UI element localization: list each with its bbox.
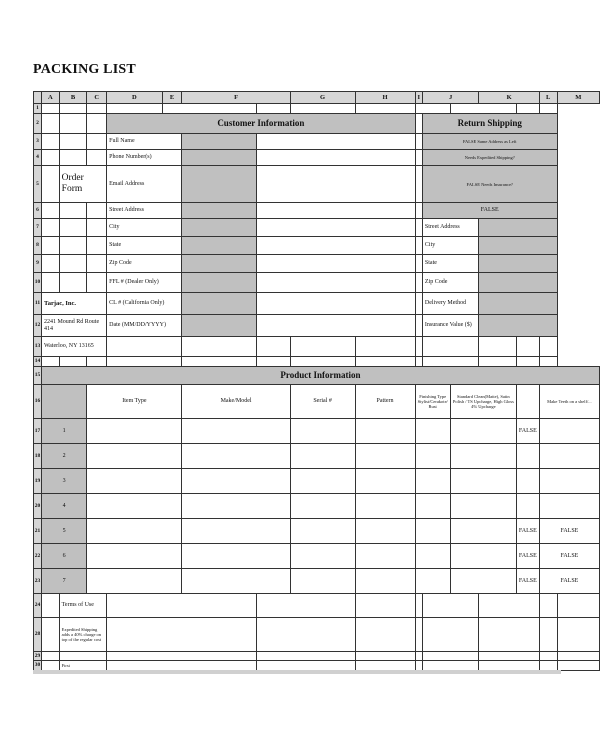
expedited-checkbox[interactable]: Needs Expedited Shipping? bbox=[422, 150, 557, 166]
row-header[interactable]: 23 bbox=[34, 569, 42, 594]
city-value[interactable] bbox=[257, 219, 415, 237]
col-header-h[interactable]: H bbox=[355, 92, 415, 104]
item-m-value[interactable] bbox=[539, 494, 599, 519]
return-state-label: State bbox=[422, 255, 478, 273]
make-model-header: Make/Model bbox=[182, 385, 290, 419]
item-l-value[interactable] bbox=[516, 444, 539, 469]
table-row bbox=[34, 219, 600, 237]
return-zip-field[interactable] bbox=[479, 273, 557, 293]
row-header[interactable]: 18 bbox=[34, 444, 42, 469]
item-l-value[interactable] bbox=[516, 469, 539, 494]
phone-value[interactable] bbox=[257, 150, 415, 166]
ffl-value[interactable] bbox=[257, 273, 415, 293]
state-value[interactable] bbox=[257, 237, 415, 255]
col-header-k[interactable]: K bbox=[479, 92, 539, 104]
delivery-method-label: Delivery Method bbox=[422, 293, 478, 315]
table-row bbox=[34, 419, 600, 444]
return-false-value[interactable]: FALSE bbox=[422, 203, 557, 219]
row-header[interactable]: 8 bbox=[34, 237, 42, 255]
return-street-label: Street Address bbox=[422, 219, 478, 237]
standard-header: Standard Clean(Matte), Satin Polish / TS Upcharge, High Gloss 4% Upcharge bbox=[450, 385, 516, 419]
table-row bbox=[34, 357, 600, 367]
return-shipping-header: Return Shipping bbox=[422, 114, 557, 134]
return-street-field[interactable] bbox=[479, 219, 557, 237]
item-number: 2 bbox=[41, 444, 86, 469]
item-l-value[interactable]: FALSE bbox=[516, 544, 539, 569]
table-row bbox=[34, 337, 600, 357]
item-l-value[interactable]: FALSE bbox=[516, 569, 539, 594]
street-value[interactable] bbox=[257, 203, 415, 219]
zip-value[interactable] bbox=[257, 255, 415, 273]
cl-label: CL # (California Only) bbox=[107, 293, 182, 315]
col-header-b[interactable]: B bbox=[59, 92, 87, 104]
column-header-row bbox=[34, 92, 600, 104]
row-header[interactable]: 22 bbox=[34, 544, 42, 569]
packing-list-sheet bbox=[33, 91, 600, 671]
item-m-value[interactable]: FALSE bbox=[539, 569, 599, 594]
item-number: 4 bbox=[41, 494, 86, 519]
item-m-value[interactable] bbox=[539, 469, 599, 494]
first-label: First bbox=[59, 661, 106, 671]
row-header[interactable]: 17 bbox=[34, 419, 42, 444]
col-header-f[interactable]: F bbox=[182, 92, 290, 104]
table-row bbox=[34, 114, 600, 134]
order-form-label: Order Form bbox=[59, 166, 106, 203]
table-row bbox=[34, 104, 600, 114]
insurance-value-field[interactable] bbox=[479, 315, 557, 337]
email-value[interactable] bbox=[257, 166, 415, 203]
date-label: Date (MM/DD/YYYY) bbox=[107, 315, 182, 337]
table-row bbox=[34, 569, 600, 594]
table-row bbox=[34, 255, 600, 273]
table-row bbox=[34, 519, 600, 544]
table-row bbox=[34, 594, 600, 618]
table-row bbox=[34, 315, 600, 337]
finishing-header: Finishing Type Stylist/Cerakote/ Rust bbox=[415, 385, 450, 419]
table-row bbox=[34, 237, 600, 255]
item-number: 6 bbox=[41, 544, 86, 569]
full-name-value[interactable] bbox=[257, 134, 415, 150]
row-header[interactable]: 14 bbox=[34, 357, 42, 367]
notify-header: Make Teeth on a shelf/... bbox=[539, 385, 599, 419]
table-row bbox=[34, 385, 600, 419]
table-row bbox=[34, 134, 600, 150]
table-row bbox=[34, 203, 600, 219]
item-number: 7 bbox=[41, 569, 86, 594]
item-m-value[interactable] bbox=[539, 444, 599, 469]
delivery-method-field[interactable] bbox=[479, 293, 557, 315]
cl-value[interactable] bbox=[257, 293, 415, 315]
insurance-value-label: Insurance Value ($) bbox=[422, 315, 478, 337]
row-header[interactable]: 30 bbox=[34, 661, 42, 671]
zip-label: Zip Code bbox=[107, 255, 182, 273]
col-header-i[interactable]: I bbox=[415, 92, 422, 104]
table-row bbox=[34, 367, 600, 385]
row-header[interactable]: 16 bbox=[34, 385, 42, 419]
expedited-note: Expedited Shipping adds a 40% charge on top of the regular cost bbox=[59, 618, 106, 652]
item-number: 3 bbox=[41, 469, 86, 494]
col-header-g[interactable]: G bbox=[290, 92, 355, 104]
company-city: Waterloo, NY 13165 bbox=[41, 337, 106, 357]
row-header[interactable]: 15 bbox=[34, 367, 42, 385]
full-name-label: Full Name bbox=[107, 134, 182, 150]
phone-field[interactable] bbox=[182, 150, 257, 166]
table-row bbox=[34, 544, 600, 569]
item-m-value[interactable] bbox=[539, 419, 599, 444]
row-header[interactable]: 9 bbox=[34, 255, 42, 273]
col-header-l[interactable]: L bbox=[539, 92, 557, 104]
item-type-header: Item Type bbox=[87, 385, 182, 419]
city-field[interactable] bbox=[182, 219, 257, 237]
insurance-checkbox[interactable]: FALSE Needs Insurance? bbox=[422, 166, 557, 203]
row-header[interactable]: 21 bbox=[34, 519, 42, 544]
row-header[interactable]: 28 bbox=[34, 618, 42, 652]
item-m-value[interactable]: FALSE bbox=[539, 519, 599, 544]
col-header-c[interactable]: C bbox=[87, 92, 107, 104]
product-info-header: Product Information bbox=[41, 367, 599, 385]
col-header-e[interactable]: E bbox=[162, 92, 182, 104]
row-header[interactable]: 7 bbox=[34, 219, 42, 237]
street-field[interactable] bbox=[182, 203, 257, 219]
item-number: 1 bbox=[41, 419, 86, 444]
row-header[interactable]: 4 bbox=[34, 150, 42, 166]
table-row bbox=[34, 293, 600, 315]
return-state-field[interactable] bbox=[479, 255, 557, 273]
corner-cell bbox=[34, 92, 42, 104]
company-address: 2241 Mound Rd Route 414 bbox=[41, 315, 106, 337]
company-name: Tarjac, Inc. bbox=[41, 293, 106, 315]
table-row bbox=[34, 618, 600, 652]
item-l-value[interactable]: FALSE bbox=[516, 519, 539, 544]
email-label: Email Address bbox=[107, 166, 182, 203]
street-label: Street Address bbox=[107, 203, 182, 219]
date-value[interactable] bbox=[257, 315, 415, 337]
return-zip-label: Zip Code bbox=[422, 273, 478, 293]
ffl-label: FFL # (Dealer Only) bbox=[107, 273, 182, 293]
cl-field[interactable] bbox=[182, 293, 257, 315]
table-row bbox=[34, 494, 600, 519]
customer-info-header: Customer Information bbox=[107, 114, 415, 134]
return-city-label: City bbox=[422, 237, 478, 255]
terms-of-use: Terms of Use bbox=[59, 594, 106, 618]
date-field[interactable] bbox=[182, 315, 257, 337]
full-name-field[interactable] bbox=[182, 134, 257, 150]
email-field[interactable] bbox=[182, 166, 257, 203]
row-header[interactable]: 6 bbox=[34, 203, 42, 219]
serial-header: Serial # bbox=[290, 385, 355, 419]
item-number: 5 bbox=[41, 519, 86, 544]
row-header[interactable]: 19 bbox=[34, 469, 42, 494]
pattern-header: Pattern bbox=[355, 385, 415, 419]
ffl-field[interactable] bbox=[182, 273, 257, 293]
row-header[interactable]: 13 bbox=[34, 337, 42, 357]
sheet-bottom-edge bbox=[33, 670, 561, 674]
item-l-value[interactable]: FALSE bbox=[516, 419, 539, 444]
row-header[interactable]: 20 bbox=[34, 494, 42, 519]
table-row bbox=[34, 661, 600, 671]
row-header[interactable]: 1 bbox=[34, 104, 42, 114]
table-row bbox=[34, 150, 600, 166]
row-header[interactable]: 29 bbox=[34, 652, 41, 659]
row-header[interactable]: 12 bbox=[34, 315, 42, 337]
col-header-d[interactable]: D bbox=[107, 92, 162, 104]
state-label: State bbox=[107, 237, 182, 255]
same-address-checkbox[interactable]: FALSE Same Address as Left bbox=[422, 134, 557, 150]
table-row bbox=[34, 166, 600, 203]
col-header-j[interactable]: J bbox=[422, 92, 478, 104]
col-header-a[interactable]: A bbox=[41, 92, 59, 104]
phone-label: Phone Number(s) bbox=[107, 150, 182, 166]
table-row bbox=[34, 444, 600, 469]
state-field[interactable] bbox=[182, 237, 257, 255]
page-title: PACKING LIST bbox=[33, 62, 136, 77]
row-header[interactable]: 24 bbox=[34, 594, 42, 618]
row-header[interactable]: 2 bbox=[34, 114, 42, 134]
row-header[interactable]: 5 bbox=[34, 166, 42, 203]
col-header-m[interactable]: M bbox=[557, 92, 599, 104]
city-label: City bbox=[107, 219, 182, 237]
item-m-value[interactable]: FALSE bbox=[539, 544, 599, 569]
row-header[interactable]: 10 bbox=[34, 273, 42, 293]
table-row bbox=[34, 469, 600, 494]
table-row bbox=[34, 652, 600, 661]
row-header[interactable]: 3 bbox=[34, 134, 42, 150]
zip-field[interactable] bbox=[182, 255, 257, 273]
row-header[interactable]: 11 bbox=[34, 293, 42, 315]
item-l-value[interactable] bbox=[516, 494, 539, 519]
return-city-field[interactable] bbox=[479, 237, 557, 255]
table-row bbox=[34, 273, 600, 293]
